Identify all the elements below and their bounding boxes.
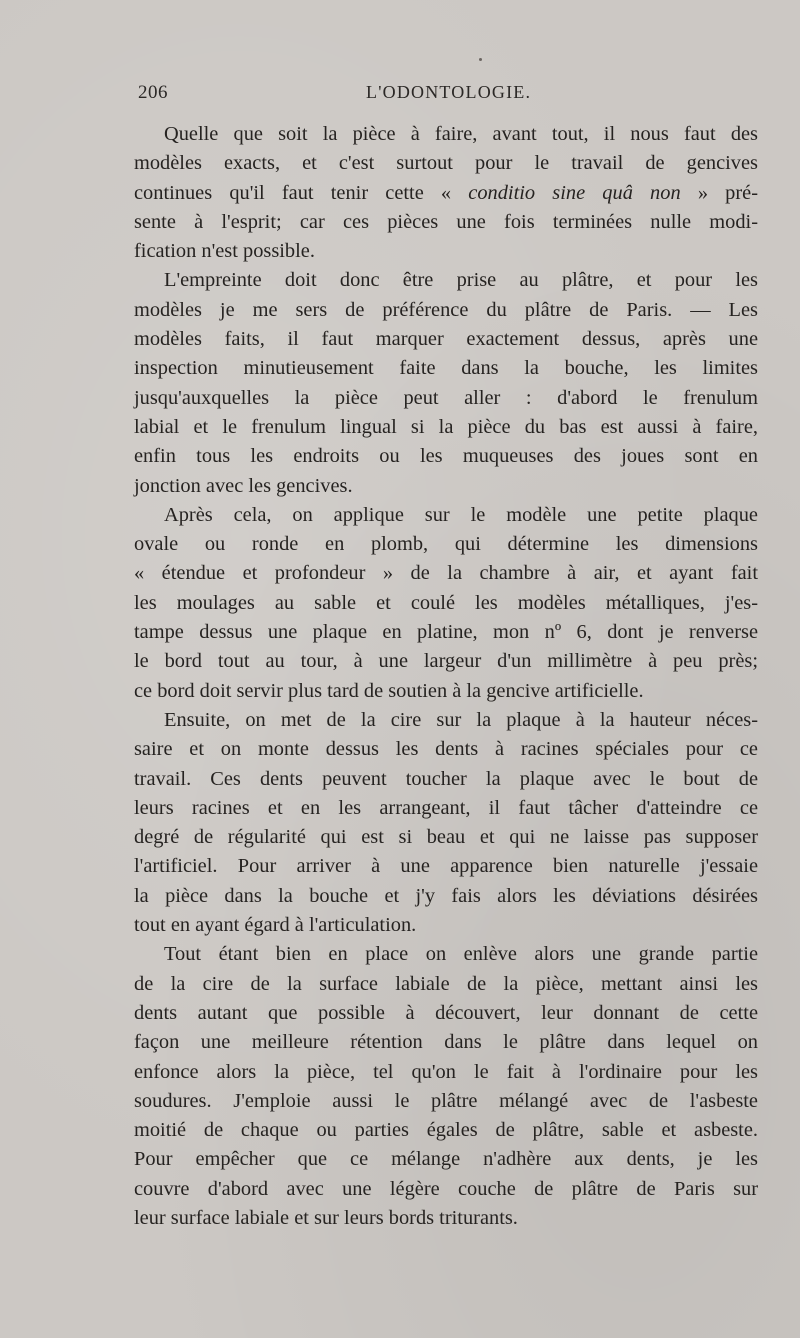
text-line: Ensuite, on met de la cire sur la plaque à la hauteur néces- [164, 708, 758, 731]
text-line: inspection minutieusement faite dans la bouche, les limites [134, 357, 758, 380]
text-line: Après cela, on applique sur le modèle une petite plaque [164, 503, 758, 526]
text-line: labial et le frenulum lingual si la pièce du bas est aussi à faire, [134, 415, 758, 438]
text-line: L'empreinte doit donc être prise au plâtre, et pour les [164, 269, 758, 292]
text-line: tampe dessus une plaque en platine, mon nº 6, dont je renverse [134, 621, 758, 644]
text-line: modèles exacts, et c'est surtout pour le travail de gencives [134, 152, 758, 175]
text-line: jonction avec les gencives. [134, 474, 353, 497]
text-line: la pièce dans la bouche et j'y fais alors les déviations désirées [134, 884, 758, 907]
text-line: degré de régularité qui est si beau et qui ne laisse pas supposer [134, 826, 758, 849]
text-line: Tout étant bien en place on enlève alors une grande partie [164, 943, 758, 966]
text-line: continues qu'il faut tenir cette « conditio sine quâ non » pré- [134, 181, 759, 204]
text-line: façon une meilleure rétention dans le plâtre dans lequel on [134, 1031, 758, 1054]
text-line: travail. Ces dents peuvent toucher la plaque avec le bout de [134, 767, 758, 790]
text-line: le bord tout au tour, à une largeur d'un millimètre à peu près; [134, 650, 758, 673]
text-line: modèles je me sers de préférence du plâtre de Paris. — Les [134, 298, 758, 321]
latin-phrase: conditio sine quâ non [468, 181, 681, 204]
text-line: couvre d'abord avec une légère couche de plâtre de Paris sur [134, 1177, 758, 1200]
text-line: dents autant que possible à découvert, leur donnant de cette [134, 1001, 758, 1024]
page-number: 206 [138, 82, 168, 103]
page-header [138, 82, 660, 112]
text-line: ce bord doit servir plus tard de soutien à la gencive artificielle. [134, 679, 644, 702]
text-line: les moulages au sable et coulé les modèles métalliques, j'es- [134, 591, 758, 614]
text-line: soudures. J'emploie aussi le plâtre mélangé avec de l'asbeste [134, 1089, 758, 1112]
text-line: ovale ou ronde en plomb, qui détermine les dimensions [134, 533, 758, 556]
text-line: « étendue et profondeur » de la chambre à air, et ayant fait [134, 562, 758, 585]
body-text [134, 120, 758, 1233]
text-line: sente à l'esprit; car ces pièces une fois terminées nulle modi- [134, 210, 758, 233]
text-line: moitié de chaque ou parties égales de plâtre, sable et asbeste. [134, 1119, 758, 1142]
text-line: enfin tous les endroits ou les muqueuses des joues sont en [134, 445, 758, 468]
text-line: fication n'est possible. [134, 240, 315, 263]
text-line: Quelle que soit la pièce à faire, avant tout, il nous faut des [164, 123, 758, 145]
text-line: leur surface labiale et sur leurs bords triturants. [134, 1206, 518, 1229]
text-line: de la cire de la surface labiale de la pièce, mettant ainsi les [134, 972, 758, 995]
text-line: leurs racines et en les arrangeant, il faut tâcher d'atteindre ce [134, 796, 758, 819]
text-line: l'artificiel. Pour arriver à une apparence bien naturelle j'essaie [134, 855, 758, 878]
running-title: L'ODONTOLOGIE. [366, 82, 532, 102]
text-line: modèles faits, il faut marquer exactement dessus, après une [134, 328, 758, 351]
text-line: saire et on monte dessus les dents à racines spéciales pour ce [134, 738, 758, 761]
text-line: enfonce alors la pièce, tel qu'on le fait à l'ordinaire pour les [134, 1060, 758, 1083]
text-line: jusqu'auxquelles la pièce peut aller : d'abord le frenulum [134, 386, 758, 409]
text-line: tout en ayant égard à l'articulation. [134, 914, 417, 937]
text-line: Pour empêcher que ce mélange n'adhère aux dents, je les [134, 1148, 758, 1171]
ink-speck [479, 58, 482, 61]
